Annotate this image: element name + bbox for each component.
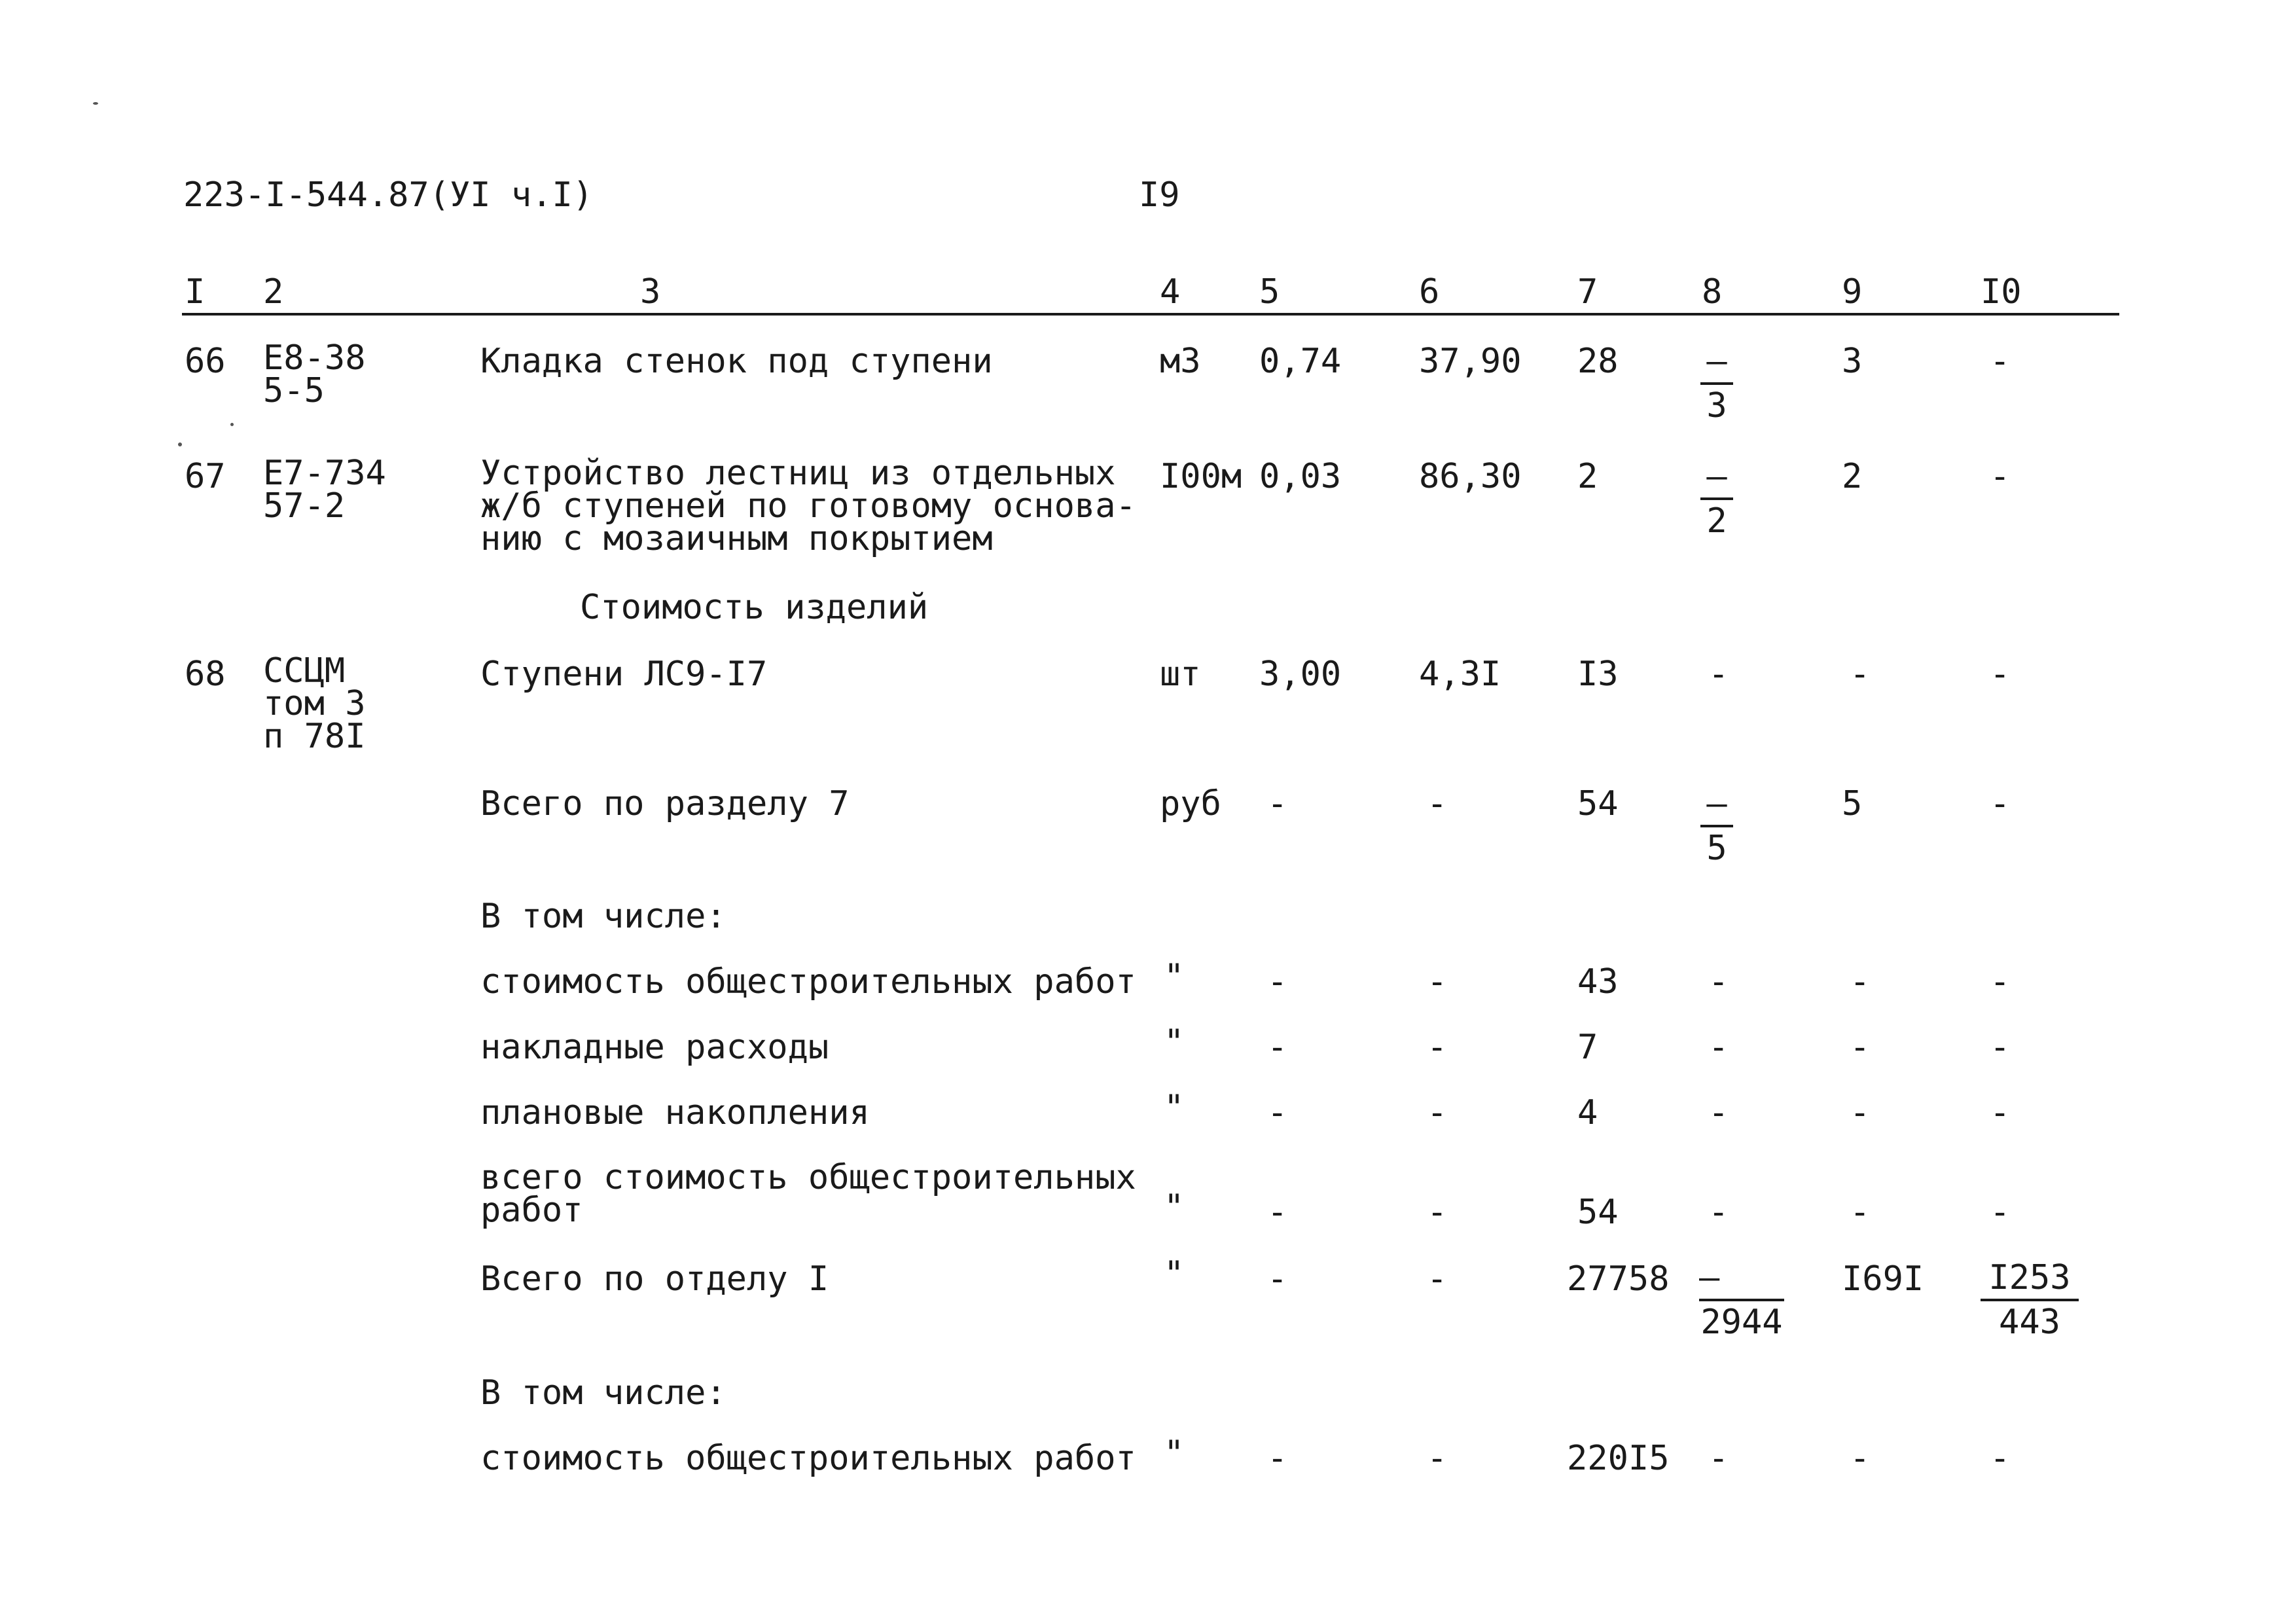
row-number: 67	[185, 457, 226, 496]
column-8-fraction	[1700, 344, 1733, 423]
fraction-numerator: I253	[1988, 1258, 2071, 1297]
document-code: 223-I-544.87(УI ч.I)	[183, 175, 594, 215]
including-label: В том числе:	[480, 1373, 726, 1413]
work-name: Ступени ЛС9-I7	[480, 655, 768, 694]
quantity: -	[1267, 1439, 1288, 1478]
unit: м3	[1160, 342, 1201, 381]
column-8-value: -	[1708, 1093, 1729, 1132]
fraction-denominator: 2944	[1699, 1299, 1784, 1339]
ditto-mark: "	[1164, 1022, 1185, 1062]
breakdown-name: всего стоимость общестроительных работ	[480, 1158, 1136, 1230]
quantity: -	[1267, 784, 1288, 823]
column-number: 3	[640, 272, 661, 312]
column-number: 8	[1702, 272, 1723, 312]
fraction-denominator: 5	[1700, 825, 1733, 865]
column-8-fraction	[1700, 784, 1733, 868]
total-cost: 27758	[1567, 1259, 1670, 1299]
column-8-value: -	[1708, 962, 1729, 1001]
unit-price: -	[1427, 784, 1448, 823]
unit-price: -	[1427, 1093, 1448, 1132]
column-9-value: 2	[1842, 457, 1863, 496]
column-9-value: 3	[1842, 342, 1863, 381]
column-9-value: -	[1850, 1193, 1871, 1232]
page-number: I9	[1139, 175, 1180, 215]
unit: руб	[1160, 784, 1221, 823]
column-number: I0	[1981, 272, 2022, 312]
quantity: -	[1267, 1259, 1288, 1299]
quantity: -	[1267, 1093, 1288, 1132]
column-8-fraction	[1699, 1258, 1784, 1342]
scan-speck	[93, 102, 98, 105]
column-10-value: -	[1990, 784, 2011, 823]
fraction-numerator: –	[1706, 784, 1727, 823]
total-cost: I3	[1577, 655, 1619, 694]
column-9-value: I69I	[1842, 1259, 1924, 1299]
fraction-denominator: 443	[1981, 1299, 2079, 1339]
ditto-mark: "	[1164, 957, 1185, 996]
column-8-value: -	[1708, 1193, 1729, 1232]
total-cost: 43	[1577, 962, 1619, 1001]
breakdown-name: стоимость общестроительных работ	[480, 1439, 1136, 1478]
fraction-numerator: –	[1706, 342, 1727, 381]
unit-price: -	[1427, 1439, 1448, 1478]
ditto-mark: "	[1164, 1088, 1185, 1127]
column-10-value: -	[1990, 457, 2011, 496]
column-number: 4	[1160, 272, 1181, 312]
unit-price: -	[1427, 962, 1448, 1001]
column-9-value: -	[1850, 1093, 1871, 1132]
unit-price: 4,3I	[1419, 655, 1501, 694]
unit: шт	[1160, 655, 1201, 694]
scan-speck	[230, 423, 234, 426]
quantity: -	[1267, 1028, 1288, 1067]
norm-code: Е7-734 57-2	[263, 454, 386, 526]
column-number: 6	[1419, 272, 1440, 312]
fraction-numerator: –	[1699, 1258, 1720, 1297]
column-number: 2	[263, 272, 284, 312]
unit-price: 37,90	[1419, 342, 1522, 381]
work-name: Кладка стенок под ступени	[480, 342, 993, 381]
column-number: 7	[1577, 272, 1598, 312]
fraction-denominator: 2	[1700, 497, 1733, 538]
column-9-value: -	[1850, 655, 1871, 694]
ditto-mark: "	[1164, 1254, 1185, 1293]
unit-price: -	[1427, 1259, 1448, 1299]
column-number: I	[185, 272, 206, 312]
total-cost: 54	[1577, 784, 1619, 823]
breakdown-name: плановые накопления	[480, 1093, 870, 1132]
column-number: 5	[1259, 272, 1280, 312]
ditto-mark: "	[1164, 1187, 1185, 1227]
total-cost: 220I5	[1567, 1439, 1670, 1478]
breakdown-name: стоимость общестроительных работ	[480, 962, 1136, 1001]
column-number: 9	[1842, 272, 1863, 312]
fraction-numerator: –	[1706, 457, 1727, 496]
breakdown-name: накладные расходы	[480, 1028, 829, 1067]
total-cost: 7	[1577, 1028, 1598, 1067]
including-label: В том числе:	[480, 897, 726, 936]
ditto-mark: "	[1164, 1434, 1185, 1473]
column-9-value: -	[1850, 1028, 1871, 1067]
column-9-value: -	[1850, 962, 1871, 1001]
row-number: 68	[185, 655, 226, 694]
quantity: 0,74	[1259, 342, 1342, 381]
total-cost: 54	[1577, 1193, 1619, 1232]
column-10-value: -	[1990, 1028, 2011, 1067]
total-cost: 28	[1577, 342, 1619, 381]
header-rule	[182, 313, 2119, 316]
quantity: 3,00	[1259, 655, 1342, 694]
column-8-value: -	[1708, 1028, 1729, 1067]
unit-price: 86,30	[1419, 457, 1522, 496]
total-cost: 4	[1577, 1093, 1598, 1132]
total-cost: 2	[1577, 457, 1598, 496]
quantity: -	[1267, 1193, 1288, 1232]
total-label: Всего по отделу I	[480, 1259, 829, 1299]
column-8-fraction	[1700, 457, 1733, 541]
column-10-value: -	[1990, 962, 2011, 1001]
column-10-value: -	[1990, 1093, 2011, 1132]
column-10-value: -	[1990, 342, 2011, 381]
column-10-value: -	[1990, 1439, 2011, 1478]
column-9-value: -	[1850, 1439, 1871, 1478]
scan-speck	[178, 442, 182, 446]
column-10-value: -	[1990, 655, 2011, 694]
work-name: Устройство лестниц из отдельных ж/б ступеней по готовому основа- нию с мозаичным покрытием	[480, 454, 1136, 558]
unit: I00м	[1160, 457, 1242, 496]
column-9-value: 5	[1842, 784, 1863, 823]
quantity: -	[1267, 962, 1288, 1001]
norm-code: ССЦМ том 3 п 78I	[263, 651, 366, 756]
total-label: Всего по разделу 7	[480, 784, 850, 823]
unit-price: -	[1427, 1028, 1448, 1067]
row-number: 66	[185, 342, 226, 381]
column-8-value: -	[1708, 655, 1729, 694]
column-10-value: -	[1990, 1193, 2011, 1232]
column-10-fraction	[1981, 1258, 2079, 1342]
fraction-denominator: 3	[1700, 382, 1733, 423]
section-heading: Стоимость изделий	[580, 588, 929, 627]
quantity: 0,03	[1259, 457, 1342, 496]
column-8-value: -	[1708, 1439, 1729, 1478]
unit-price: -	[1427, 1193, 1448, 1232]
norm-code: Е8-38 5-5	[263, 338, 366, 410]
